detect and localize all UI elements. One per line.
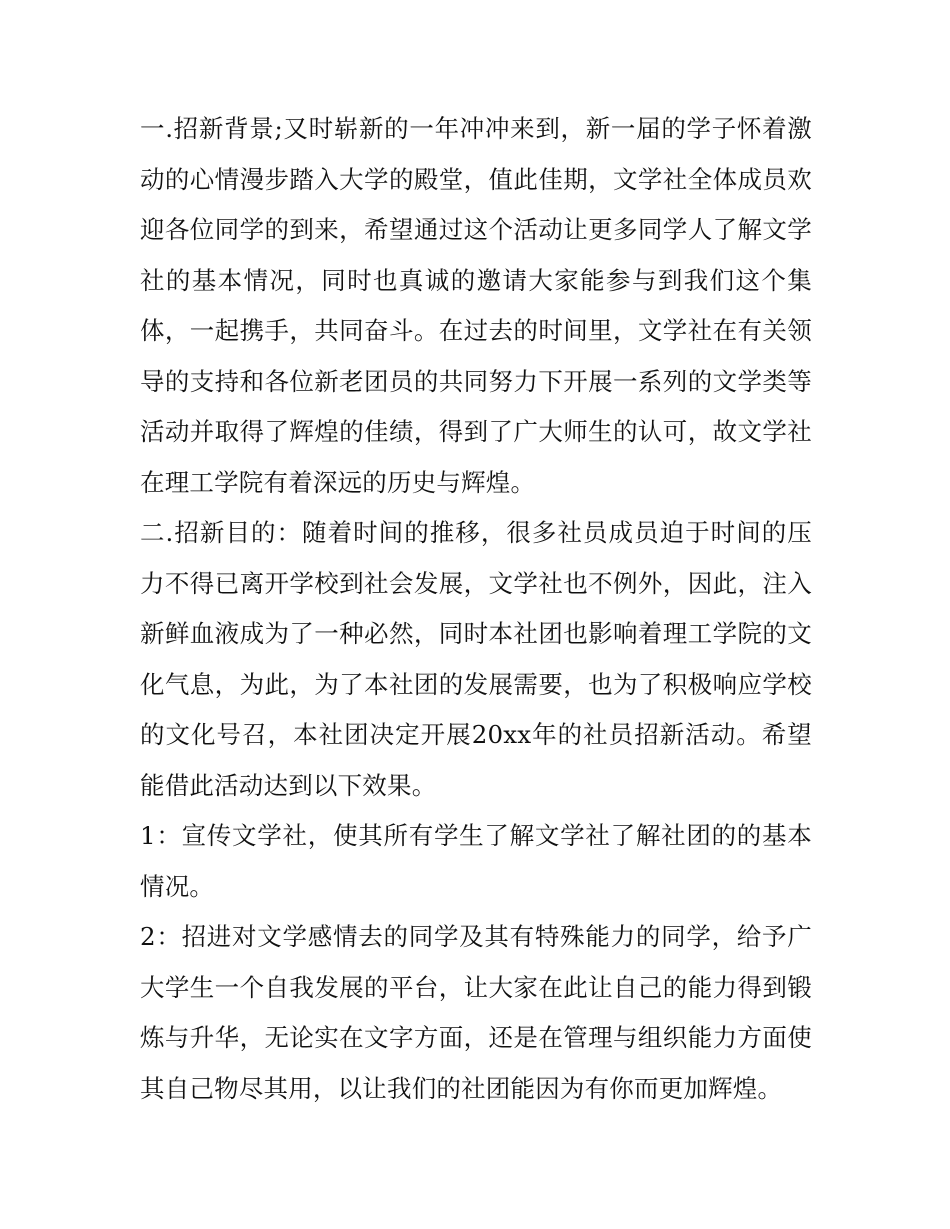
- paragraph-recruitment-purpose: 二.招新目的：随着时间的推移，很多社员成员迫于时间的压力不得已离开学校到社会发展，文学社也不例外，因此，注入新鲜血液成为了一种必然，同时本社团也影响着理工学院的文化气息，为此，为了本社团的发展需要，也为了积极响应学校的文化号召，本社团决定开展20xx年的社员招新活动。希望能借此活动达到以下效果。: [140, 518, 812, 800]
- paragraph-recruitment-background: 一.招新背景;又时崭新的一年冲冲来到，新一届的学子怀着激动的心情漫步踏入大学的殿堂，值此佳期，文学社全体成员欢迎各位同学的到来，希望通过这个活动让更多同学人了解文学社的基本情况，同时也真诚的邀请大家能参与到我们这个集体，一起携手，共同奋斗。在过去的时间里，文学社在有关领导的支持和各位新老团员的共同努力下开展一系列的文学类等活动并取得了辉煌的佳绩，得到了广大师生的认可，故文学社在理工学院有着深远的历史与辉煌。: [140, 114, 812, 497]
- paragraph-goal-1: 1：宣传文学社，使其所有学生了解文学社了解社团的的基本情况。: [140, 821, 812, 901]
- paragraph-goal-2: 2：招进对文学感情去的同学及其有特殊能力的同学，给予广大学生一个自我发展的平台，让大家在此让自己的能力得到锻炼与升华，无论实在文字方面，还是在管理与组织能力方面使其自己物尽其用，以让我们的社团能因为有你而更加辉煌。: [140, 922, 812, 1103]
- document-body: [140, 104, 812, 1114]
